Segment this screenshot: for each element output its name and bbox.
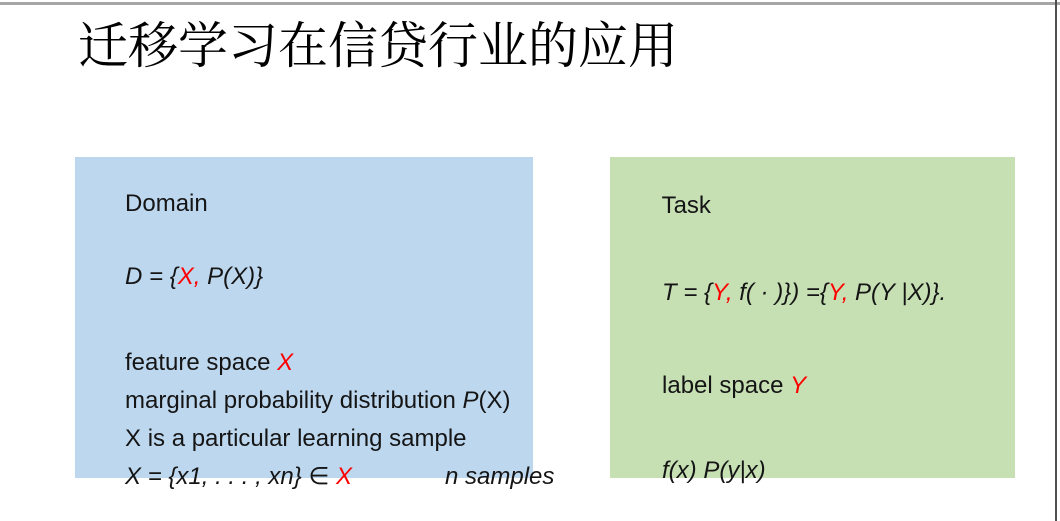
label-space-red-y: Y [790, 372, 807, 399]
n-samples-note [405, 432, 554, 521]
task-formula-pre: T = { [662, 279, 713, 306]
n-samples-text: n samples [445, 463, 555, 490]
domain-formula-pre: D = { [125, 263, 178, 290]
feature-space-red-x: X [277, 349, 294, 376]
element-of-symbol: ∈ [308, 463, 337, 490]
marginal-label: marginal probability distribution [125, 387, 463, 414]
sample-set-red-x: X [336, 463, 353, 490]
slide-right-border [1055, 0, 1057, 521]
task-formula-post: P(Y |X)}. [848, 279, 947, 306]
sample-set-line [85, 432, 352, 521]
learning-sample-text: X is a particular learning sample [125, 425, 467, 452]
domain-formula [85, 232, 263, 322]
fx-line [622, 426, 766, 516]
task-formula-red-y2: Y, [827, 279, 849, 306]
task-heading-text: Task [661, 192, 711, 219]
domain-formula-post: P(X)} [200, 263, 264, 290]
marginal-arg: (X) [478, 387, 511, 414]
label-space-label: label space [662, 372, 791, 399]
domain-heading-text: Domain [125, 190, 208, 217]
task-formula-mid: f( · )}) ={ [732, 279, 828, 306]
task-heading [622, 161, 711, 251]
label-space-line [622, 341, 806, 431]
domain-box [75, 157, 555, 490]
sample-set-expr: X = {x1, . . . , xn} [125, 463, 309, 490]
feature-space-label: feature space [125, 349, 278, 376]
task-box [610, 157, 1015, 484]
task-formula-red-y1: Y, [712, 279, 733, 306]
marginal-p: P [462, 387, 479, 414]
fx-text: f(x) P(y|x) [662, 457, 766, 484]
domain-formula-red-x: X, [177, 263, 201, 290]
task-formula [622, 248, 946, 338]
slide-top-border [0, 2, 1060, 5]
slide-title: 迁移学习在信贷行业的应用 [78, 18, 678, 74]
